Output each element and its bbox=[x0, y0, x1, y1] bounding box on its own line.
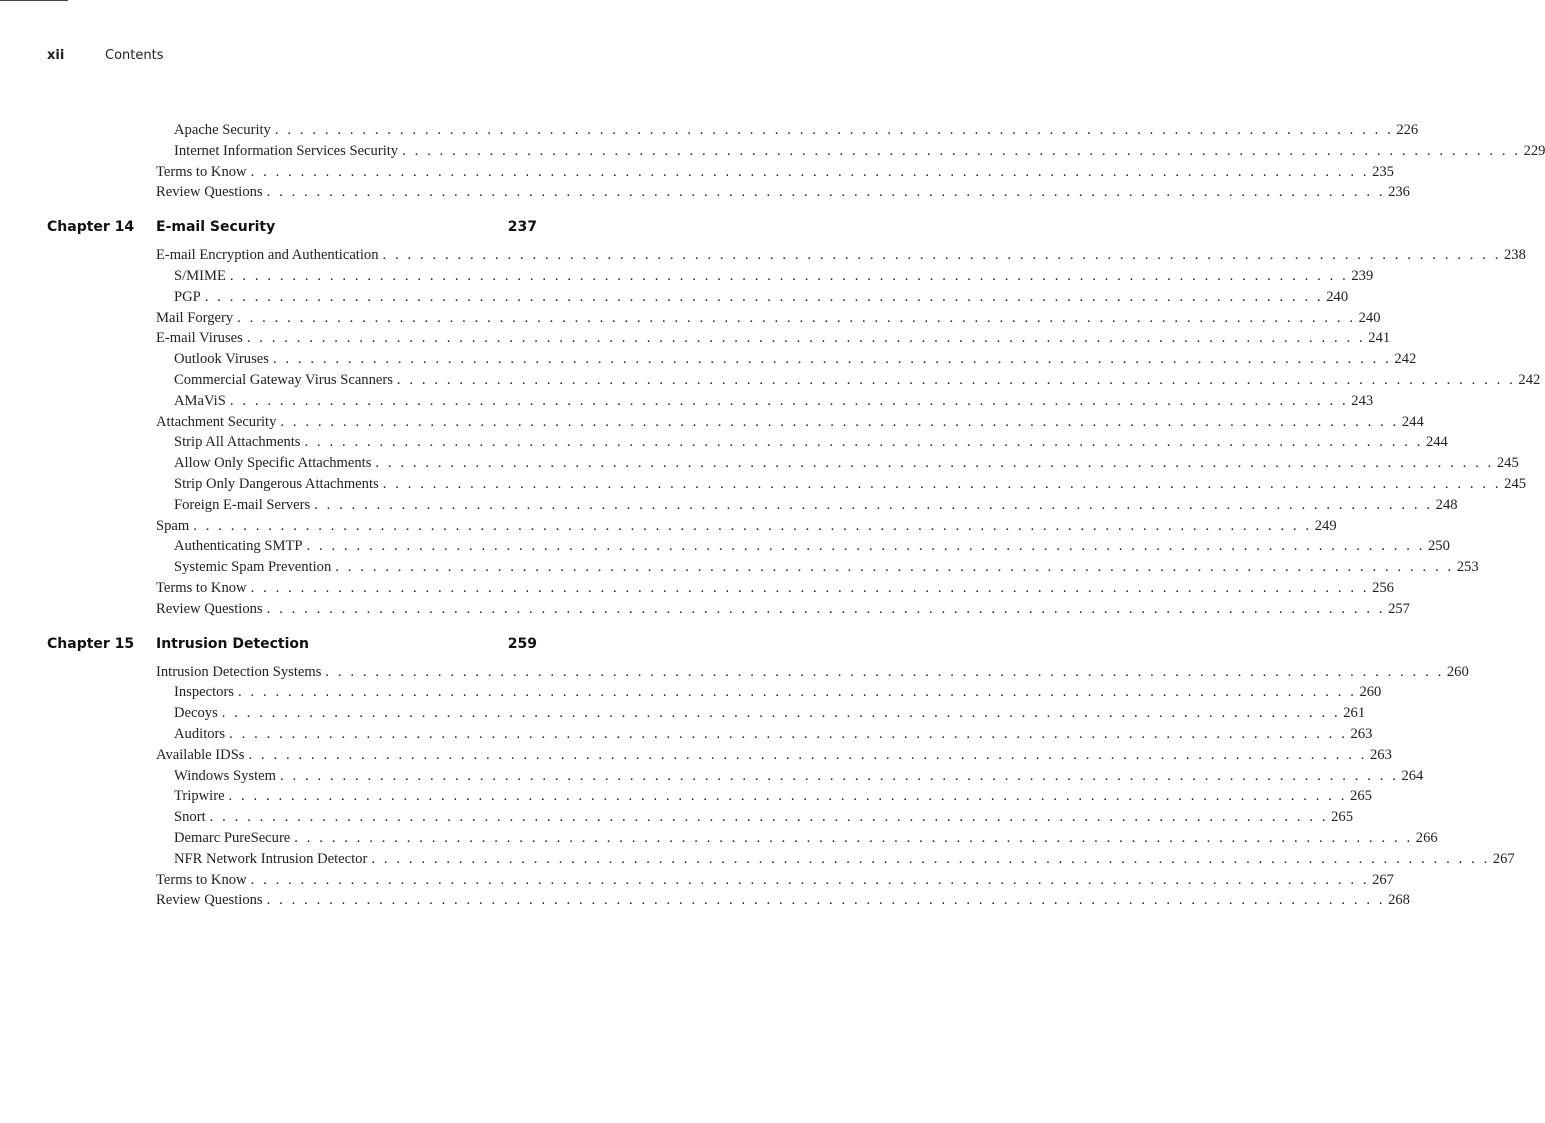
chapter-page: 237 bbox=[507, 219, 537, 236]
toc-entry-title: Terms to Know bbox=[156, 871, 247, 888]
toc-entry[interactable] bbox=[174, 766, 1424, 787]
dot-leader: . . . . . . . . . . . . . . . . . . . . . . . . . . . . . . . . . . . . . . . . . . . . . . . . . . . . . . . . . . . . . . . . . . . . . . . . . . . . . . . . . . . . . . . . . . bbox=[221, 705, 1341, 722]
dot-leader: . . . . . . . . . . . . . . . . . . . . . . . . . . . . . . . . . . . . . . . . . . . . . . . . . . . . . . . . . . . . . . . . . . . . . . . . . . . . . . . . . . . . . . . . . . bbox=[375, 455, 1494, 472]
toc-entry-title: Strip Only Dangerous Attachments bbox=[174, 475, 379, 492]
dot-leader: . . . . . . . . . . . . . . . . . . . . . . . . . . . . . . . . . . . . . . . . . . . . . . . . . . . . . . . . . . . . . . . . . . . . . . . . . . . . . . . . . . . . . . . . . . bbox=[228, 788, 1348, 805]
toc-entry[interactable] bbox=[156, 870, 1394, 891]
toc-entry-title: Spam bbox=[156, 517, 190, 534]
toc-entry[interactable] bbox=[156, 578, 1394, 599]
toc-entry-title: Terms to Know bbox=[156, 579, 247, 596]
toc-entry[interactable] bbox=[174, 370, 1541, 391]
toc-entry-page: 238 bbox=[1503, 247, 1526, 264]
toc-entry-page: 253 bbox=[1456, 559, 1479, 576]
dot-leader: . . . . . . . . . . . . . . . . . . . . . . . . . . . . . . . . . . . . . . . . . . . . . . . . . . . . . . . . . . . . . . . . . . . . . . . . . . . . . . . . . . . . . . . . . . bbox=[279, 767, 1399, 784]
toc-entry[interactable] bbox=[174, 557, 1479, 578]
toc-entry-page: 267 bbox=[1492, 850, 1515, 867]
toc-entry-title: Attachment Security bbox=[156, 413, 277, 430]
toc-entry[interactable] bbox=[156, 890, 1410, 911]
dot-leader: . . . . . . . . . . . . . . . . . . . . . . . . . . . . . . . . . . . . . . . . . . . . . . . . . . . . . . . . . . . . . . . . . . . . . . . . . . . . . . . . . . . . . . . . . . bbox=[325, 663, 1444, 680]
toc-entry-page: 265 bbox=[1350, 788, 1372, 805]
dot-leader: . . . . . . . . . . . . . . . . . . . . . . . . . . . . . . . . . . . . . . . . . . . . . . . . . . . . . . . . . . . . . . . . . . . . . . . . . . . . . . . . . . . . . . . . . . bbox=[314, 496, 1433, 513]
toc-entry[interactable] bbox=[174, 682, 1382, 703]
toc-entry[interactable] bbox=[156, 599, 1410, 620]
toc-entry[interactable] bbox=[174, 141, 1545, 162]
toc-entry-page: 260 bbox=[1359, 684, 1382, 701]
toc-entry-title: Internet Information Services Security bbox=[174, 142, 399, 159]
toc-entry-title: Mail Forgery bbox=[156, 309, 234, 326]
toc-entry-page: 264 bbox=[1401, 767, 1424, 784]
page-folio: xii bbox=[47, 48, 65, 63]
toc-entry-title: Foreign E-mail Servers bbox=[174, 496, 311, 513]
chapter-title: E-mail Security bbox=[156, 219, 276, 236]
toc-entry-title: AMaViS bbox=[174, 392, 226, 409]
toc-entry-page: 263 bbox=[1369, 746, 1392, 763]
toc-entry-title: Review Questions bbox=[156, 184, 263, 201]
toc-entry[interactable] bbox=[174, 266, 1374, 287]
toc-entry[interactable] bbox=[174, 828, 1438, 849]
chapter-heading[interactable] bbox=[47, 215, 539, 239]
toc-entry-page: 243 bbox=[1351, 392, 1374, 409]
toc-entry-page: 240 bbox=[1326, 288, 1349, 305]
toc-entry-title: Systemic Spam Prevention bbox=[174, 559, 332, 576]
toc-entry-title: NFR Network Intrusion Detector bbox=[174, 850, 368, 867]
toc-entry-page: 242 bbox=[1518, 371, 1541, 388]
toc-entry-page: 245 bbox=[1496, 455, 1519, 472]
dot-leader: . . . . . . . . . . . . . . . . . . . . . . . . . . . . . . . . . . . . . . . . . . . . . . . . . . . . . . . . . . . . . . . . . . . . . . . . . . . . . . . . . . . . . . . . . . bbox=[280, 413, 1399, 430]
dot-leader: . . . . . . . . . . . . . . . . . . . . . . . . . . . . . . . . . . . . . . . . . . . . . . . . . . . . . . . . . . . . . . . . . . . . . . . . . . . . . . . . . . . . . . . . . . bbox=[306, 538, 1425, 555]
running-head bbox=[47, 48, 163, 63]
toc-entry[interactable] bbox=[174, 120, 1419, 141]
toc-entry[interactable] bbox=[156, 162, 1394, 183]
chapter-heading[interactable] bbox=[47, 632, 539, 656]
section-title: Contents bbox=[105, 48, 164, 63]
dot-leader: . . . . . . . . . . . . . . . . . . . . . . . . . . . . . . . . . . . . . . . . . . . . . . . . . . . . . . . . . . . . . . . . . . . . . . . . . . . . . . . . . . . . . . . . . . bbox=[266, 184, 1386, 201]
dot-leader: . . . . . . . . . . . . . . . . . . . . . . . . . . . . . . . . . . . . . . . . . . . . . . . . . . . . . . . . . . . . . . . . . . . . . . . . . . . . . . . . . . . . . . . . . . bbox=[246, 330, 1366, 347]
toc-entry[interactable] bbox=[174, 724, 1373, 745]
dot-leader: . . . . . . . . . . . . . . . . . . . . . . . . . . . . . . . . . . . . . . . . . . . . . . . . . . . . . . . . . . . . . . . . . . . . . . . . . . . . . . . . . . . . . . . . . . bbox=[266, 892, 1386, 909]
chapter-number: Chapter 14 bbox=[47, 219, 135, 236]
toc-entry-title: Outlook Viruses bbox=[174, 351, 269, 368]
toc-entry-title: Windows System bbox=[174, 767, 276, 784]
toc-entry-page: 240 bbox=[1358, 309, 1381, 326]
toc-entry[interactable] bbox=[156, 516, 1337, 537]
toc-entry-title: Demarc PureSecure bbox=[174, 829, 291, 846]
toc-entry-page: 260 bbox=[1446, 663, 1469, 680]
toc-entry[interactable] bbox=[174, 495, 1458, 516]
dot-leader: . . . . . . . . . . . . . . . . . . . . . . . . . . . . . . . . . . . . . . . . . . . . . . . . . . . . . . . . . . . . . . . . . . . . . . . . . . . . . . . . . . . . . . . . . . bbox=[272, 351, 1392, 368]
toc-entry-page: 226 bbox=[1396, 122, 1419, 138]
toc-entry-page: 261 bbox=[1343, 705, 1366, 722]
toc-entry-page: 241 bbox=[1368, 330, 1391, 347]
dot-leader: . . . . . . . . . . . . . . . . . . . . . . . . . . . . . . . . . . . . . . . . . . . . . . . . . . . . . . . . . . . . . . . . . . . . . . . . . . . . . . . . . . . . . . . . . . bbox=[335, 559, 1454, 576]
toc-entry-title: S/MIME bbox=[174, 267, 226, 284]
toc-entry[interactable] bbox=[174, 786, 1372, 807]
toc-entry-page: 244 bbox=[1425, 434, 1448, 451]
toc-entry-page: 244 bbox=[1401, 413, 1424, 430]
toc-entry-title: Review Questions bbox=[156, 600, 263, 617]
toc-entry-title: Authenticating SMTP bbox=[174, 538, 303, 555]
toc-entry[interactable] bbox=[174, 349, 1417, 370]
dot-leader: . . . . . . . . . . . . . . . . . . . . . . . . . . . . . . . . . . . . . . . . . . . . . . . . . . . . . . . . . . . . . . . . . . . . . . . . . . . . . . . . . . . . . . . . . . bbox=[193, 517, 1312, 534]
toc-entry[interactable] bbox=[156, 308, 1381, 329]
toc-entry-page: 235 bbox=[1372, 163, 1394, 180]
toc-entry-title: Review Questions bbox=[156, 892, 263, 909]
toc-entry[interactable] bbox=[174, 391, 1374, 412]
toc-entry-page: 257 bbox=[1388, 600, 1410, 617]
dot-leader: . . . . . . . . . . . . . . . . . . . . . . . . . . . . . . . . . . . . . . . . . . . . . . . . . . . . . . . . . . . . . . . . . . . . . . . . . . . . . . . . . . . . . . . . . . bbox=[396, 371, 1516, 388]
toc-entry-page: 265 bbox=[1331, 809, 1353, 826]
toc-entry-title: Allow Only Specific Attachments bbox=[174, 455, 372, 472]
toc-entry-page: 239 bbox=[1351, 267, 1374, 284]
toc-entry-page: 248 bbox=[1435, 496, 1458, 513]
toc-entry-page: 267 bbox=[1372, 871, 1394, 888]
toc-entry-title: Commercial Gateway Virus Scanners bbox=[174, 371, 393, 388]
table-of-contents bbox=[47, 120, 1545, 911]
toc-entry-page: 236 bbox=[1388, 184, 1410, 201]
toc-entry-title: Inspectors bbox=[174, 684, 234, 701]
toc-entry[interactable] bbox=[174, 432, 1448, 453]
toc-entry[interactable] bbox=[156, 412, 1424, 433]
toc-entry-title: Snort bbox=[174, 809, 206, 826]
dot-leader: . . . . . . . . . . . . . . . . . . . . . . . . . . . . . . . . . . . . . . . . . . . . . . . . . . . . . . . . . . . . . . . . . . . . . . . . . . . . . . . . . . . . . . . . . . bbox=[382, 247, 1501, 264]
dot-leader: . . . . . . . . . . . . . . . . . . . . . . . . . . . . . . . . . . . . . . . . . . . . . . . . . . . . . . . . . . . . . . . . . . . . . . . . . . . . . . . . . . . . . . . . . . bbox=[250, 871, 1370, 888]
dot-leader: . . . . . . . . . . . . . . . . . . . . . . . . . . . . . . . . . . . . . . . . . . . . . . . . . . . . . . . . . . . . . . . . . . . . . . . . . . . . . . . . . . . . . . . . . . bbox=[304, 434, 1423, 451]
dot-leader: . . . . . . . . . . . . . . . . . . . . . . . . . . . . . . . . . . . . . . . . . . . . . . . . . . . . . . . . . . . . . . . . . . . . . . . . . . . . . . . . . . . . . . . . . . bbox=[237, 309, 1356, 326]
toc-entry[interactable] bbox=[174, 287, 1349, 308]
dot-leader: . . . . . . . . . . . . . . . . . . . . . . . . . . . . . . . . . . . . . . . . . . . . . . . . . . . . . . . . . . . . . . . . . . . . . . . . . . . . . . . . . . . . . . . . . . bbox=[204, 288, 1324, 305]
toc-entry-title: Auditors bbox=[174, 725, 226, 742]
dot-leader: . . . . . . . . . . . . . . . . . . . . . . . . . . . . . . . . . . . . . . . . . . . . . . . . . . . . . . . . . . . . . . . . . . . . . . . . . . . . . . . . . . . . . . . . . . bbox=[250, 163, 1370, 180]
dot-leader: . . . . . . . . . . . . . . . . . . . . . . . . . . . . . . . . . . . . . . . . . . . . . . . . . . . . . . . . . . . . . . . . . . . . . . . . . . . . . . . . . . . . . . . . . . bbox=[266, 600, 1386, 617]
toc-entry-title: Strip All Attachments bbox=[174, 434, 301, 451]
dot-leader: . . . . . . . . . . . . . . . . . . . . . . . . . . . . . . . . . . . . . . . . . . . . . . . . . . . . . . . . . . . . . . . . . . . . . . . . . . . . . . . . . . . . . . . . . . bbox=[237, 684, 1357, 701]
toc-entry[interactable] bbox=[174, 474, 1527, 495]
toc-entry[interactable] bbox=[156, 328, 1391, 349]
chapter-page: 259 bbox=[507, 635, 537, 652]
toc-entry-title: Tripwire bbox=[174, 788, 225, 805]
toc-entry-page: 256 bbox=[1372, 579, 1394, 596]
toc-entry[interactable] bbox=[174, 703, 1366, 724]
dot-leader: . . . . . . . . . . . . . . . . . . . . . . . . . . . . . . . . . . . . . . . . . . . . . . . . . . . . . . . . . . . . . . . . . . . . . . . . . . . . . . . . . . . . . . . . . . bbox=[294, 829, 1413, 846]
dot-leader: . . . . . . . . . . . . . . . . . . . . . . . . . . . . . . . . . . . . . . . . . . . . . . . . . . . . . . . . . . . . . . . . . . . . . . . . . . . . . . . . . . . . . . . . . . bbox=[274, 122, 1394, 138]
toc-entry[interactable] bbox=[174, 536, 1450, 557]
chapter-number: Chapter 15 bbox=[47, 635, 135, 652]
chapter-title: Intrusion Detection bbox=[156, 635, 310, 652]
dot-leader: . . . . . . . . . . . . . . . . . . . . . . . . . . . . . . . . . . . . . . . . . . . . . . . . . . . . . . . . . . . . . . . . . . . . . . . . . . . . . . . . . . . . . . . . . . bbox=[402, 142, 1521, 159]
toc-entry-title: Intrusion Detection Systems bbox=[156, 663, 322, 680]
dot-leader: . . . . . . . . . . . . . . . . . . . . . . . . . . . . . . . . . . . . . . . . . . . . . . . . . . . . . . . . . . . . . . . . . . . . . . . . . . . . . . . . . . . . . . . . . . bbox=[371, 850, 1490, 867]
toc-entry-title: PGP bbox=[174, 288, 201, 305]
toc-entry-title: E-mail Encryption and Authentication bbox=[156, 247, 379, 264]
top-rule bbox=[0, 0, 68, 1]
toc-entry[interactable] bbox=[174, 807, 1353, 828]
toc-entry-page: 249 bbox=[1314, 517, 1337, 534]
toc-entry[interactable] bbox=[156, 182, 1410, 203]
dot-leader: . . . . . . . . . . . . . . . . . . . . . . . . . . . . . . . . . . . . . . . . . . . . . . . . . . . . . . . . . . . . . . . . . . . . . . . . . . . . . . . . . . . . . . . . . . bbox=[229, 267, 1349, 284]
toc-entry-page: 250 bbox=[1427, 538, 1450, 555]
toc-entry[interactable] bbox=[156, 662, 1469, 683]
toc-entry[interactable] bbox=[156, 745, 1392, 766]
dot-leader: . . . . . . . . . . . . . . . . . . . . . . . . . . . . . . . . . . . . . . . . . . . . . . . . . . . . . . . . . . . . . . . . . . . . . . . . . . . . . . . . . . . . . . . . . . bbox=[250, 579, 1370, 596]
toc-entry-title: Available IDSs bbox=[156, 746, 245, 763]
toc-entry-page: 242 bbox=[1394, 351, 1417, 368]
toc-entry-page: 229 bbox=[1523, 142, 1545, 159]
dot-leader: . . . . . . . . . . . . . . . . . . . . . . . . . . . . . . . . . . . . . . . . . . . . . . . . . . . . . . . . . . . . . . . . . . . . . . . . . . . . . . . . . . . . . . . . . . bbox=[209, 809, 1329, 826]
toc-entry-title: Apache Security bbox=[174, 122, 271, 138]
toc-entry-page: 266 bbox=[1415, 829, 1438, 846]
toc-entry[interactable] bbox=[174, 453, 1519, 474]
toc-entry-page: 268 bbox=[1388, 892, 1410, 909]
dot-leader: . . . . . . . . . . . . . . . . . . . . . . . . . . . . . . . . . . . . . . . . . . . . . . . . . . . . . . . . . . . . . . . . . . . . . . . . . . . . . . . . . . . . . . . . . . bbox=[229, 725, 1348, 742]
dot-leader: . . . . . . . . . . . . . . . . . . . . . . . . . . . . . . . . . . . . . . . . . . . . . . . . . . . . . . . . . . . . . . . . . . . . . . . . . . . . . . . . . . . . . . . . . . bbox=[229, 392, 1349, 409]
toc-entry-title: Decoys bbox=[174, 705, 218, 722]
toc-entry-page: 263 bbox=[1350, 725, 1373, 742]
dot-leader: . . . . . . . . . . . . . . . . . . . . . . . . . . . . . . . . . . . . . . . . . . . . . . . . . . . . . . . . . . . . . . . . . . . . . . . . . . . . . . . . . . . . . . . . . . bbox=[248, 746, 1367, 763]
dot-leader: . . . . . . . . . . . . . . . . . . . . . . . . . . . . . . . . . . . . . . . . . . . . . . . . . . . . . . . . . . . . . . . . . . . . . . . . . . . . . . . . . . . . . . . . . . bbox=[382, 475, 1502, 492]
toc-entry[interactable] bbox=[156, 245, 1526, 266]
toc-entry-title: Terms to Know bbox=[156, 163, 247, 180]
toc-entry-title: E-mail Viruses bbox=[156, 330, 243, 347]
toc-entry-page: 245 bbox=[1504, 475, 1527, 492]
toc-entry[interactable] bbox=[174, 849, 1515, 870]
